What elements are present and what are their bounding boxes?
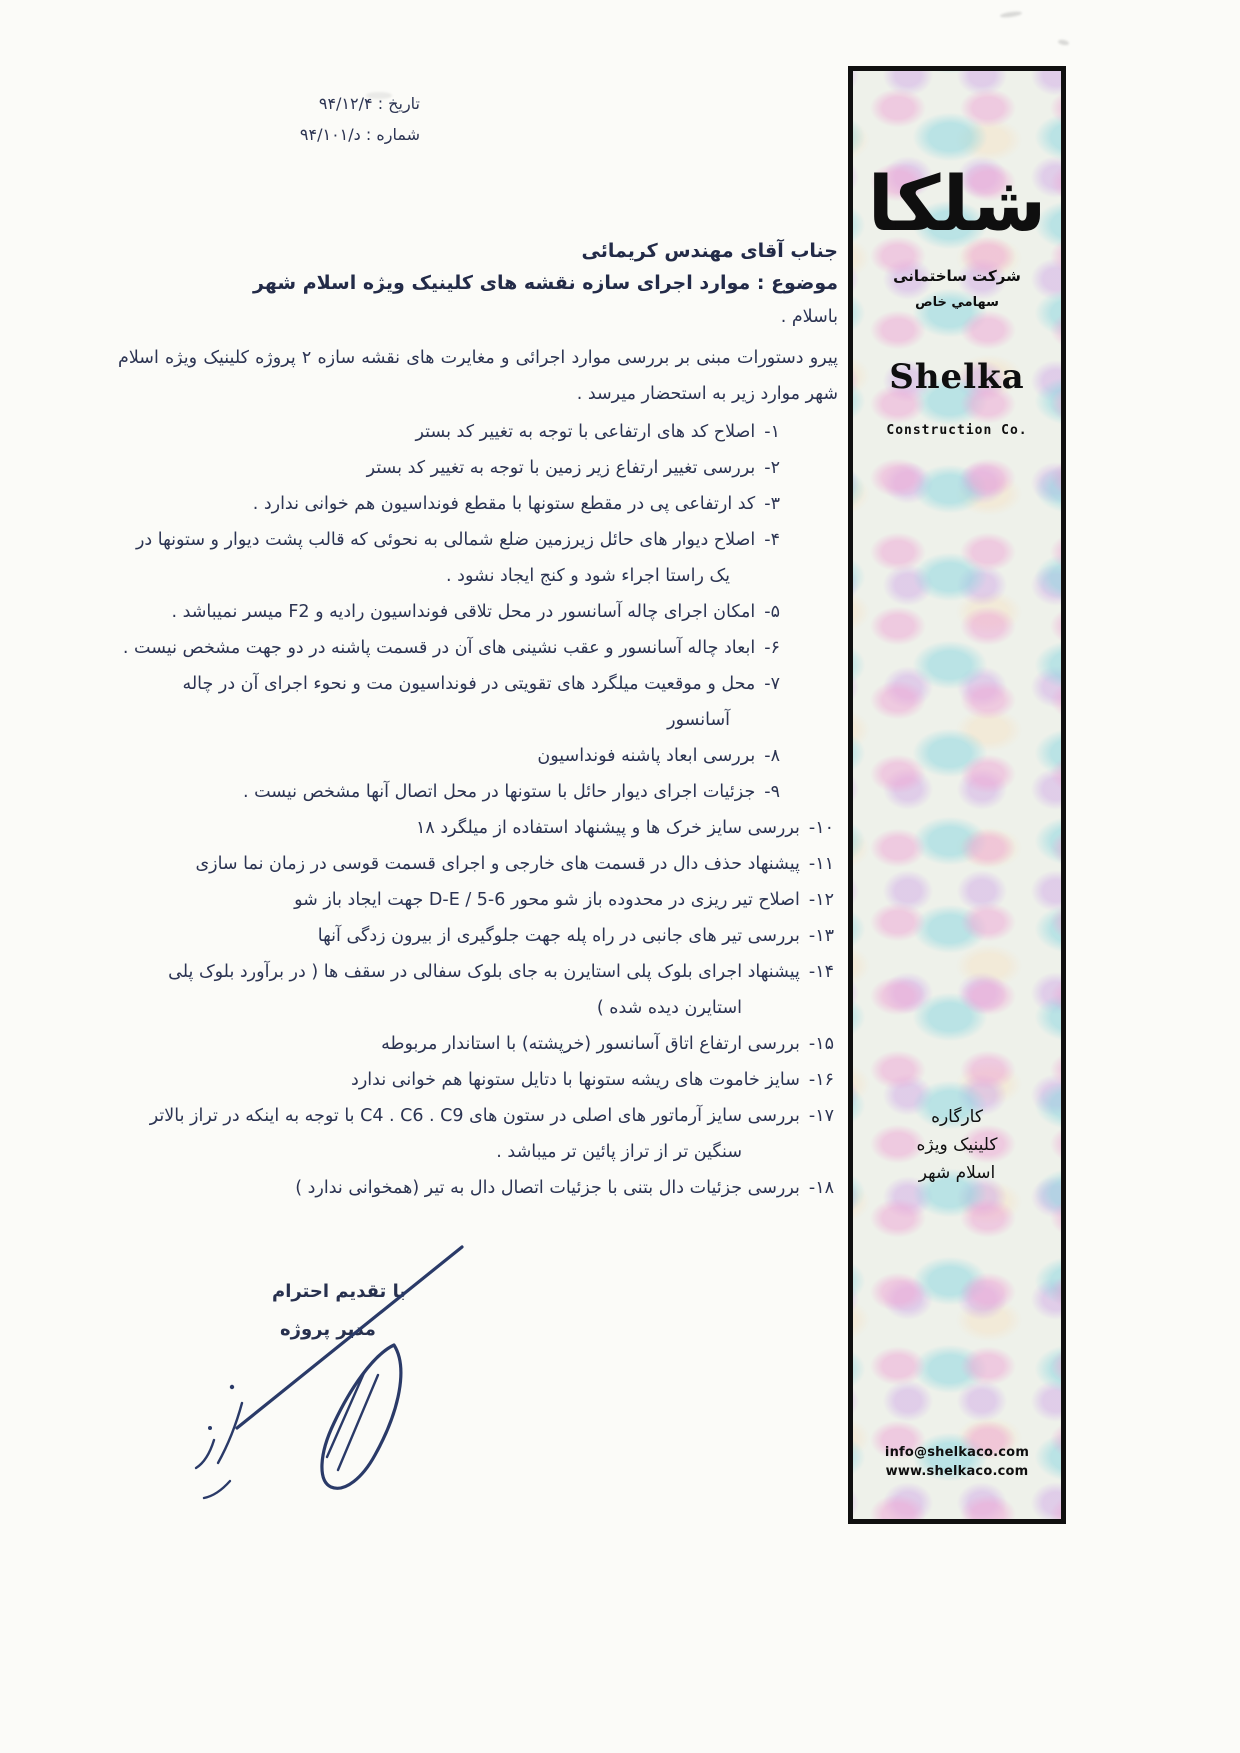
website-text: www.shelkaco.com bbox=[885, 1464, 1029, 1479]
item-text: بررسی ارتفاع اتاق آسانسور (خرپشته) با استاندار مربوطه bbox=[381, 1034, 800, 1054]
item-text: جزئیات اجرای دیوار حائل با ستونها در محل اتصال آنها مشخص نیست . bbox=[242, 782, 756, 802]
item-number: ۴- bbox=[764, 530, 780, 550]
item-text: امکان اجرای چاله آسانسور در محل تلاقی فونداسیون رادیه و F2 میسر نمیباشد . bbox=[171, 602, 756, 622]
list-item bbox=[118, 1026, 834, 1062]
item-text: پیشنهاد حذف دال در قسمت های خارجی و اجرای قسمت قوسی در زمان نما سازی bbox=[195, 854, 800, 874]
list-item bbox=[118, 846, 834, 882]
item-number: ۸- bbox=[764, 746, 780, 766]
list-item bbox=[118, 738, 780, 774]
item-number: ۱۸- bbox=[808, 1178, 834, 1198]
item-text: اصلاح کد های ارتفاعی با توجه به تغییر کد بستر bbox=[415, 422, 756, 442]
intro-paragraph: پیرو دستورات مبنی بر بررسی موارد اجرائی و مغایرت های نقشه سازه ۲ پروژه کلینیک ویژه اسلام شهر موارد زیر به استحضار میرسد . bbox=[118, 348, 838, 404]
company-logo-farsi: شلکا bbox=[867, 159, 1047, 248]
site-line-1: کارگاره bbox=[931, 1107, 983, 1127]
number-value: ۹۴/د/۱۰۱ bbox=[299, 125, 361, 144]
signature-scribble bbox=[170, 1235, 500, 1515]
item-number: ۱۴- bbox=[808, 962, 834, 982]
company-subtype-farsi: سهامي خاص bbox=[915, 295, 999, 310]
item-number: ۱۷- bbox=[808, 1106, 834, 1126]
company-sidebar bbox=[848, 66, 1066, 1524]
project-site-block bbox=[853, 1103, 1061, 1187]
item-text: محل و موقعیت میلگرد های تقویتی در فونداسیون مت و نحوء اجرای آن در چاله آسانسور bbox=[182, 674, 756, 730]
item-number: ۷- bbox=[764, 674, 780, 694]
list-item bbox=[118, 810, 834, 846]
list-item bbox=[118, 522, 780, 594]
item-number: ۱۵- bbox=[808, 1034, 834, 1054]
item-number: ۱۳- bbox=[808, 926, 834, 946]
list-item bbox=[118, 882, 834, 918]
items-list bbox=[118, 414, 838, 1206]
date-label: تاریخ : bbox=[377, 94, 420, 113]
item-text: کد ارتفاعی پی در مقطع ستونها با مقطع فونداسیون هم خوانی ندارد . bbox=[252, 494, 756, 514]
list-item bbox=[118, 630, 780, 666]
scan-artifact bbox=[1058, 39, 1070, 46]
list-item bbox=[118, 1098, 834, 1170]
number-label: شماره : bbox=[365, 125, 420, 144]
item-text: بررسی تیر های جانبی در راه پله جهت جلوگیری از بیرون زدگی آنها bbox=[317, 926, 800, 946]
site-line-3: اسلام شهر bbox=[918, 1163, 996, 1183]
item-text: پیشنهاد اجرای بلوک پلی استایرن به جای بلوک سفالی در سقف ها ( در برآورد بلوک پلی استایرن دیده شده ) bbox=[168, 962, 800, 1018]
email-text: info@shelkaco.com bbox=[884, 1445, 1030, 1460]
list-item bbox=[118, 774, 780, 810]
item-text: بررسی سایز آرماتور های اصلی در ستون های C4 . C6 . C9 با توجه به اینکه در تراز بالاتر سنگین تر از تراز پائین تر میباشد . bbox=[149, 1106, 800, 1162]
scan-artifact bbox=[1000, 10, 1022, 18]
date-number-block bbox=[300, 88, 420, 150]
item-text: بررسی ابعاد پاشنه فونداسیون bbox=[537, 746, 756, 766]
item-number: ۱- bbox=[764, 422, 780, 442]
item-number: ۳- bbox=[764, 494, 780, 514]
company-type-farsi: شرکت ساختمانی bbox=[893, 267, 1021, 285]
company-type-english: Construction Co. bbox=[886, 423, 1028, 438]
recipient-line: جناب آقای مهندس کریمائی bbox=[581, 240, 838, 262]
item-number: ۱۰- bbox=[808, 818, 834, 838]
scan-artifact bbox=[366, 92, 392, 99]
date-value: ۹۴/۱۲/۴ bbox=[318, 94, 373, 113]
item-text: سایز خاموت های ریشه ستونها با دتایل ستونها هم خوانی ندارد bbox=[351, 1070, 800, 1090]
subject-line: موضوع : موارد اجرای سازه نقشه های کلینیک ویژه اسلام شهر bbox=[253, 272, 838, 294]
list-item bbox=[118, 666, 780, 738]
date-line bbox=[300, 88, 420, 119]
item-text: ابعاد چاله آسانسور و عقب نشینی های آن در قسمت پاشنه در دو جهت مشخص نیست . bbox=[122, 638, 756, 658]
contact-block bbox=[853, 1443, 1061, 1481]
list-item bbox=[118, 414, 780, 450]
list-item bbox=[118, 1062, 834, 1098]
letter-body bbox=[118, 236, 838, 1206]
list-item bbox=[118, 594, 780, 630]
item-text: اصلاح تیر ریزی در محدوده باز شو محور D-E / 5-6 جهت ایجاد باز شو bbox=[294, 890, 800, 910]
item-number: ۱۲- bbox=[808, 890, 834, 910]
item-number: ۲- bbox=[764, 458, 780, 478]
item-text: بررسی سایز خرک ها و پیشنهاد استفاده از میلگرد ۱۸ bbox=[416, 818, 800, 838]
item-number: ۹- bbox=[764, 782, 780, 802]
number-line bbox=[300, 119, 420, 150]
item-number: ۱۶- bbox=[808, 1070, 834, 1090]
item-number: ۱۱- bbox=[808, 854, 834, 874]
list-item bbox=[118, 450, 780, 486]
list-item bbox=[118, 486, 780, 522]
item-text: بررسی تغییر ارتفاع زیر زمین با توجه به تغییر کد بستر bbox=[366, 458, 756, 478]
item-text: اصلاح دیوار های حائل زیرزمین ضلع شمالی به نحوئی که قالب پشت دیوار و ستونها در یک راستا اجراء شود و کنج ایجاد نشود . bbox=[135, 530, 756, 586]
list-item bbox=[118, 1170, 834, 1206]
signer-title: مدیر پروژه bbox=[280, 1319, 376, 1340]
closing-line: با تقدیم احترام bbox=[272, 1281, 407, 1302]
salutation-line: باسلام . bbox=[780, 307, 838, 327]
list-item bbox=[118, 918, 834, 954]
company-logo-english: Shelka bbox=[889, 357, 1025, 397]
item-number: ۶- bbox=[764, 638, 780, 658]
item-text: بررسی جزئیات دال بتنی با جزئیات اتصال دال به تیر (همخوانی ندارد ) bbox=[295, 1178, 800, 1198]
list-item bbox=[118, 954, 834, 1026]
item-number: ۵- bbox=[764, 602, 780, 622]
site-line-2: کلینیک ویژه bbox=[916, 1135, 998, 1155]
